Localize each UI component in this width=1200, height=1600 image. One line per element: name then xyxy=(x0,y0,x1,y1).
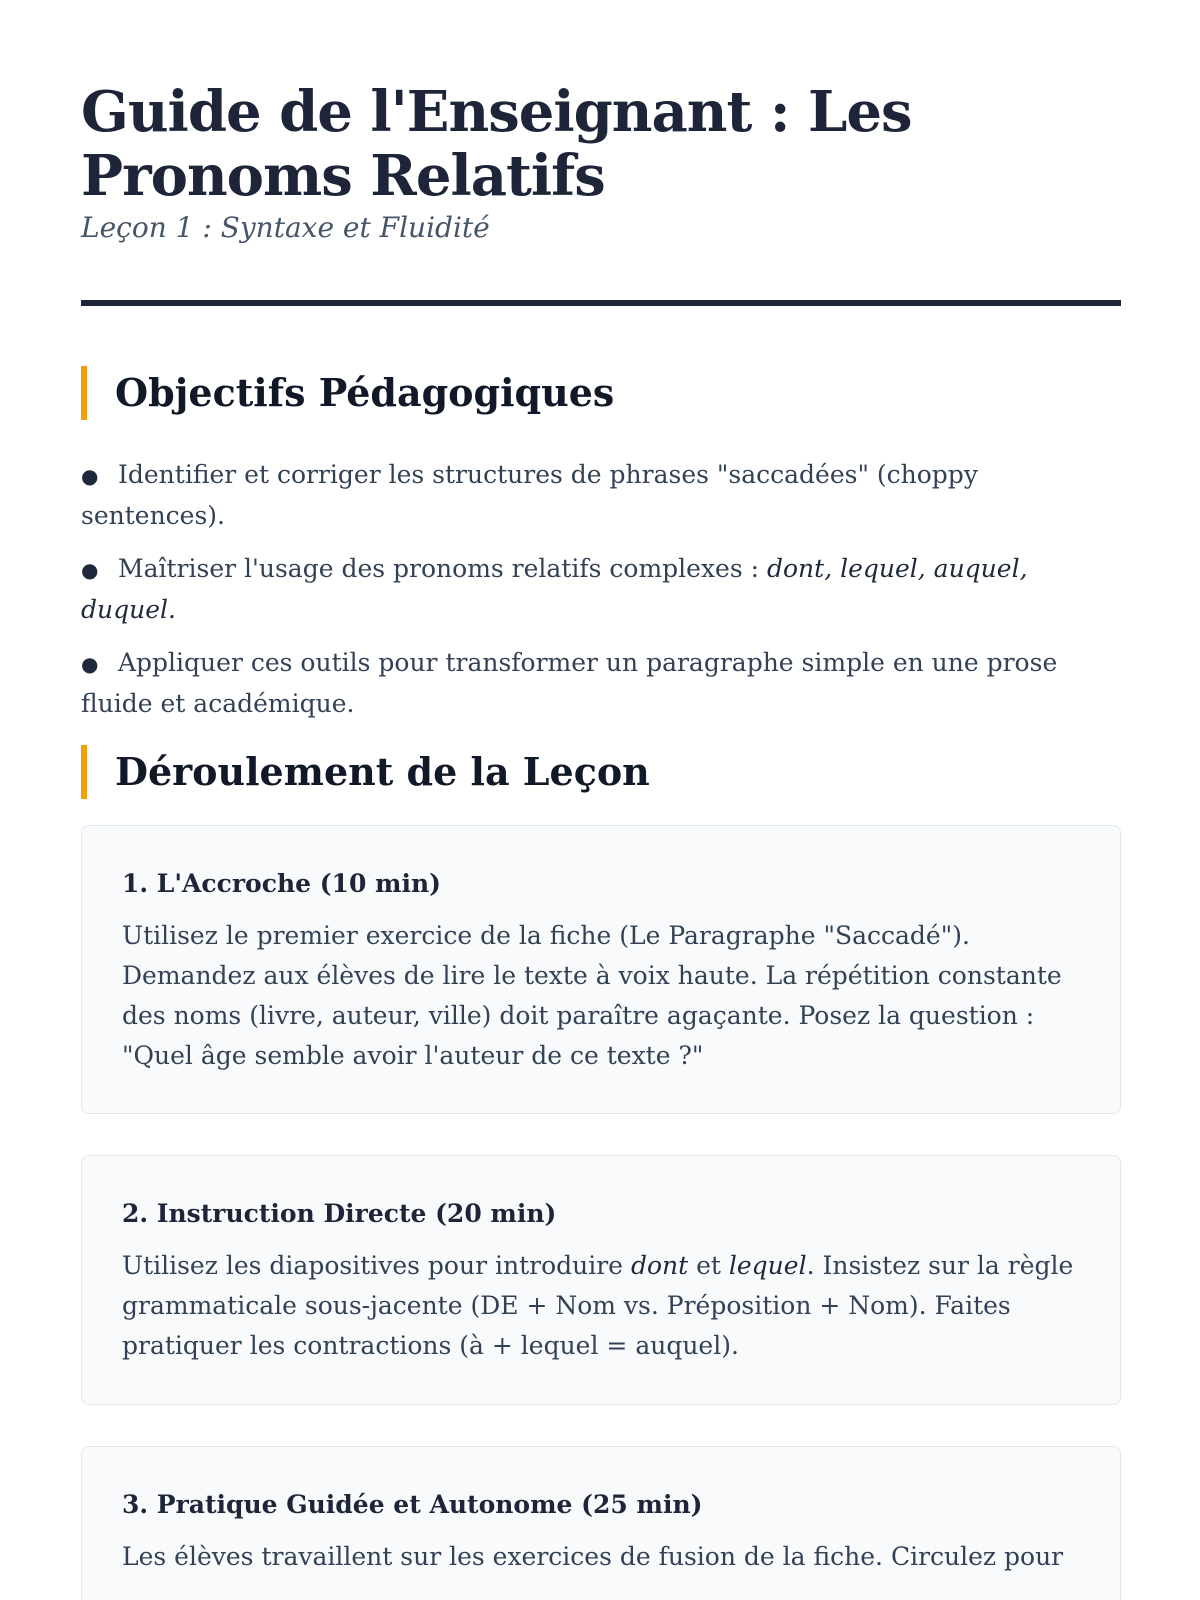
step-body-text: Utilisez les diapositives pour introduire xyxy=(122,1251,631,1280)
bullet-icon: ● xyxy=(81,558,99,582)
step-body: Utilisez le premier exercice de la fiche (Le Paragraphe "Saccadé"). Demandez aux élèves de lire le texte à voix haute. La répétition constante des noms (livre, auteur, ville) doit paraître agaçante. Posez la question : "Quel âge semble avoir l'auteur de ce texte ?" xyxy=(122,921,1062,1070)
bullet-icon: ● xyxy=(81,464,99,488)
list-item xyxy=(81,549,1121,630)
list-item xyxy=(81,455,1121,536)
objective-emphasis: dont, lequel, auquel, duquel xyxy=(81,554,1028,624)
step-body xyxy=(122,1246,1080,1366)
objective-text: Appliquer ces outils pour transformer un paragraphe simple en une prose fluide et académique. xyxy=(81,648,1058,718)
objective-suffix: . xyxy=(168,595,176,624)
lesson-step-card xyxy=(81,825,1121,1114)
header-divider xyxy=(81,300,1121,306)
step-body-emphasis: lequel xyxy=(728,1251,807,1280)
objective-text: Identifier et corriger les structures de phrases "saccadées" (choppy sentences). xyxy=(81,460,978,530)
document-subtitle: Leçon 1 : Syntaxe et Fluidité xyxy=(81,211,490,244)
step-body-emphasis: dont xyxy=(630,1251,689,1280)
document-header xyxy=(81,80,1121,248)
step-body-text: et xyxy=(688,1251,729,1280)
step-title: 1. L'Accroche (10 min) xyxy=(122,869,442,898)
objective-text: Maîtriser l'usage des pronoms relatifs complexes : xyxy=(118,554,767,583)
step-title: 3. Pratique Guidée et Autonome (25 min) xyxy=(122,1490,703,1519)
lesson-heading: Déroulement de la Leçon xyxy=(81,745,1121,799)
step-body-text: . Insistez sur la règle grammaticale sous-jacente (DE + Nom vs. Préposition + Nom). Faites pratiquer les contractions (à + lequel = auquel). xyxy=(122,1251,1074,1360)
step-body: Les élèves travaillent sur les exercices de fusion de la fiche. Circulez pour xyxy=(122,1542,1064,1571)
document-title: Guide de l'Enseignant : Les Pronoms Relatifs xyxy=(81,79,912,209)
lesson-step-card xyxy=(81,1155,1121,1405)
objectives-heading: Objectifs Pédagogiques xyxy=(81,366,1121,420)
lesson-step-card xyxy=(81,1446,1121,1600)
list-item xyxy=(81,643,1121,724)
step-title: 2. Instruction Directe (20 min) xyxy=(122,1199,557,1228)
bullet-icon: ● xyxy=(81,652,99,676)
objectives-list xyxy=(81,455,1121,737)
